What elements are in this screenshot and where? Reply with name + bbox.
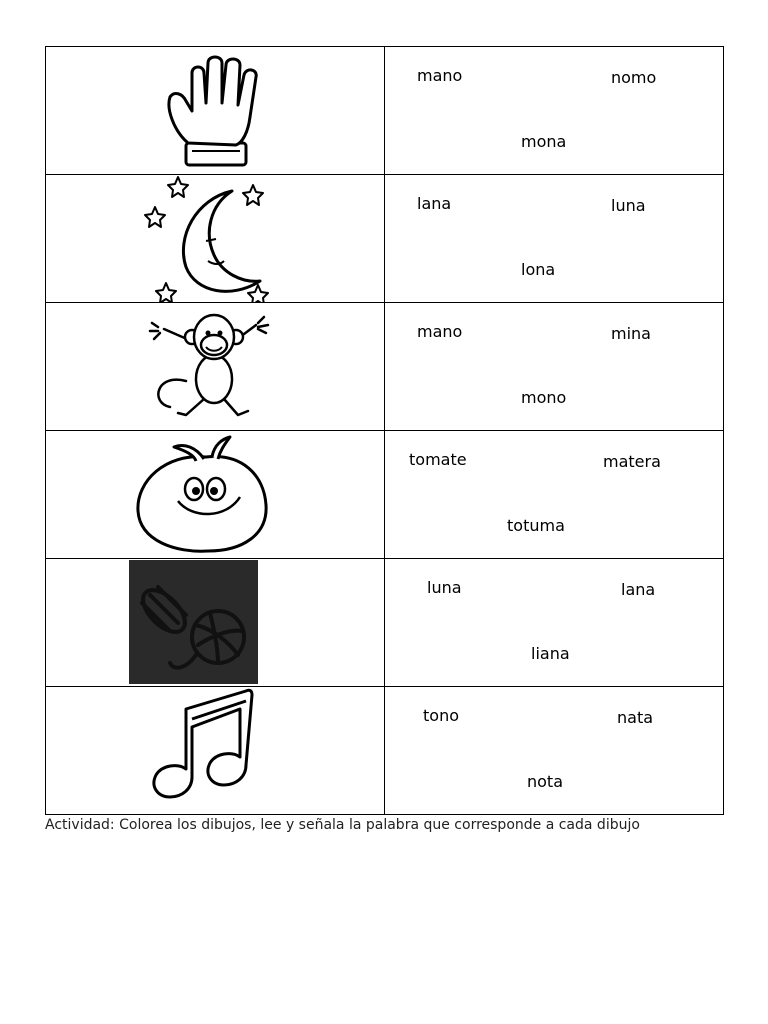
word-option[interactable]: luna [427, 578, 462, 597]
word-option[interactable]: tono [423, 706, 459, 725]
word-option[interactable]: liana [531, 644, 570, 663]
word-option[interactable]: mano [417, 66, 463, 85]
words-cell [385, 687, 724, 815]
word-option[interactable]: mano [417, 322, 463, 341]
picture-cell [46, 431, 385, 559]
word-option[interactable]: mona [521, 132, 567, 151]
word-option[interactable]: matera [603, 452, 661, 471]
moon-icon [46, 175, 384, 302]
words-cell [385, 303, 724, 431]
picture-cell [46, 175, 385, 303]
picture-cell [46, 303, 385, 431]
table-row [46, 687, 724, 815]
word-option[interactable]: nomo [611, 68, 657, 87]
word-option[interactable]: mono [521, 388, 567, 407]
music-note-icon [46, 687, 384, 814]
monkey-icon [46, 303, 384, 430]
picture-cell [46, 47, 385, 175]
yarn-icon [46, 559, 384, 686]
table-row [46, 47, 724, 175]
word-option[interactable]: lona [521, 260, 556, 279]
words-cell [385, 175, 724, 303]
hand-icon [46, 47, 384, 174]
words-cell [385, 559, 724, 687]
word-option[interactable]: lana [417, 194, 452, 213]
word-option[interactable]: mina [611, 324, 651, 343]
word-picture-table [45, 46, 724, 815]
table-row [46, 175, 724, 303]
picture-cell [46, 687, 385, 815]
picture-cell [46, 559, 385, 687]
word-option[interactable]: nota [527, 772, 564, 791]
words-cell [385, 431, 724, 559]
activity-instruction: Actividad: Colorea los dibujos, lee y señala la palabra que corresponde a cada dibujo [45, 817, 640, 833]
word-option[interactable]: nata [617, 708, 654, 727]
words-cell [385, 47, 724, 175]
table-row [46, 431, 724, 559]
word-option[interactable]: lana [621, 580, 656, 599]
word-option[interactable]: totuma [507, 516, 565, 535]
word-option[interactable]: tomate [409, 450, 467, 469]
tomato-icon [46, 431, 384, 558]
table-row [46, 559, 724, 687]
table-row [46, 303, 724, 431]
word-option[interactable]: luna [611, 196, 646, 215]
